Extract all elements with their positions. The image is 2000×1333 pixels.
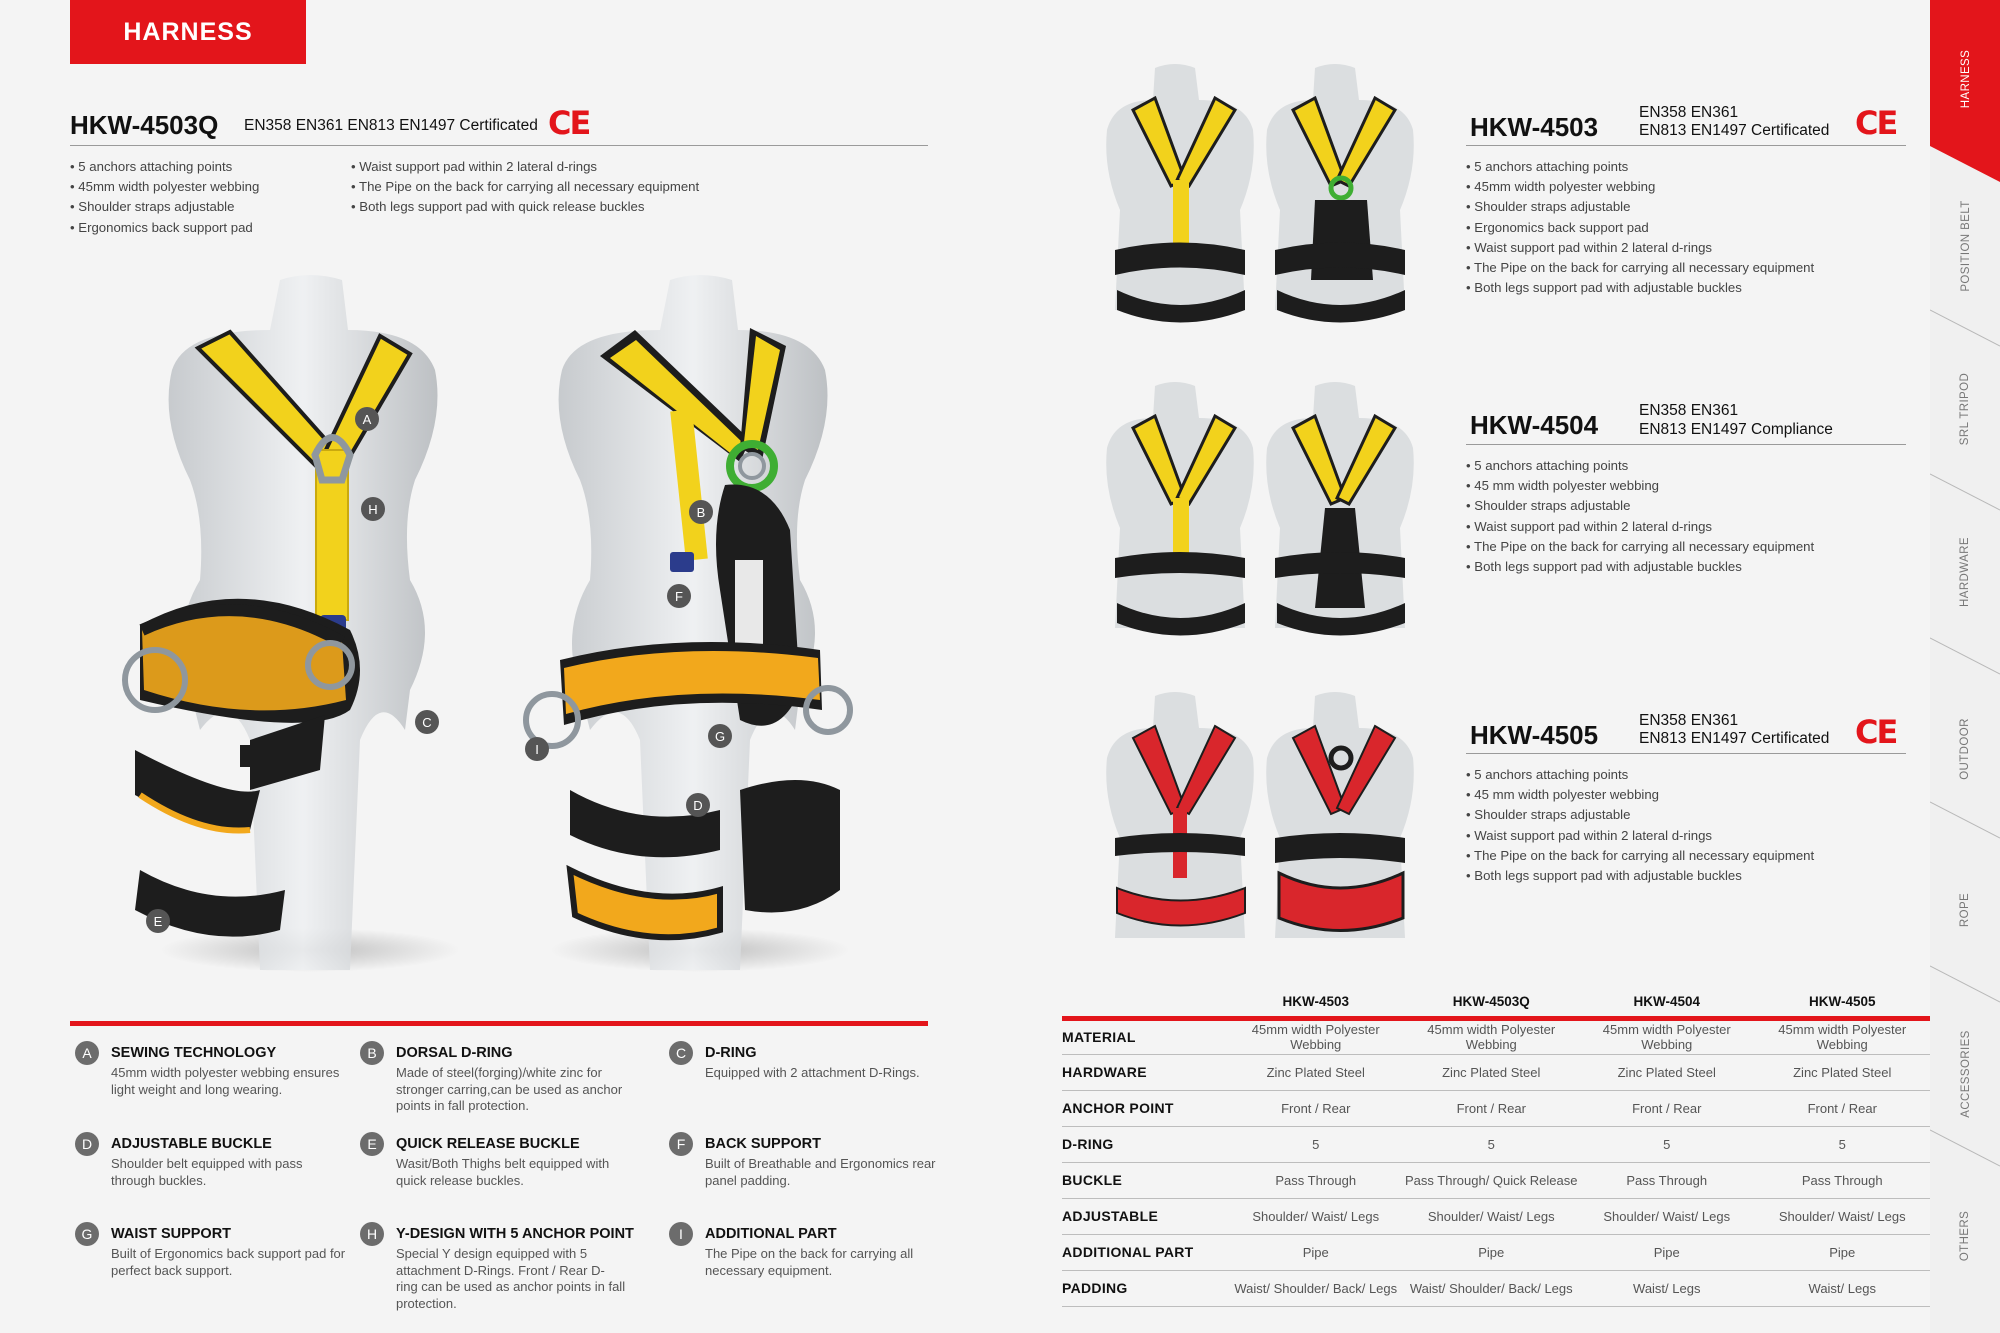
table-cell: Pass Through	[1228, 1162, 1404, 1198]
list-item: • Both legs support pad with adjustable buckles	[1466, 559, 1742, 575]
list-item: • 45mm width polyester webbing	[1466, 179, 1656, 195]
table-cell: Front / Rear	[1228, 1090, 1404, 1126]
feature-a	[75, 1041, 355, 1111]
feature-title: D-RING	[705, 1045, 757, 1061]
feature-desc: Special Y design equipped with 5 attachment D-Rings. Front / Rear D-ring can be used as anchor points in fall protection.	[396, 1246, 626, 1311]
callout-d: D	[686, 793, 710, 817]
table-cell: Front / Rear	[1755, 1090, 1931, 1126]
callout-h: H	[361, 497, 385, 521]
product-divider	[1466, 444, 1906, 445]
callout-f: F	[667, 584, 691, 608]
side-tab-harness[interactable]: HARNESS	[1960, 49, 1972, 109]
row-label: HARDWARE	[1062, 1054, 1228, 1090]
list-item: • The Pipe on the back for carrying all necessary equipment	[351, 179, 700, 195]
product-figure-hkw-4505	[1095, 688, 1415, 958]
ce-mark: CE	[1855, 104, 1897, 142]
list-item: • Shoulder straps adjustable	[70, 199, 235, 215]
feature-desc: Built of Breathable and Ergonomics rear panel padding.	[705, 1156, 936, 1188]
table-cell: Waist/ Legs	[1755, 1270, 1931, 1306]
list-item: • Both legs support pad with adjustable buckles	[1466, 280, 1742, 296]
row-label: ADDITIONAL PART	[1062, 1234, 1228, 1270]
feature-title: DORSAL D-RING	[396, 1045, 513, 1061]
table-cell: Pass Through	[1755, 1162, 1931, 1198]
table-cell: Zinc Plated Steel	[1579, 1054, 1755, 1090]
feature-h	[360, 1222, 640, 1312]
side-tab-others[interactable]: OTHERS	[1959, 1210, 1971, 1262]
feature-b	[360, 1041, 640, 1111]
row-label: ADJUSTABLE	[1062, 1198, 1228, 1234]
table-cell: Waist/ Legs	[1579, 1270, 1755, 1306]
row-label: D-RING	[1062, 1126, 1228, 1162]
side-tab-position-belt[interactable]: POSITION BELT	[1960, 200, 1972, 292]
feature-desc: Equipped with 2 attachment D-Rings.	[705, 1065, 920, 1080]
feature-letter: E	[360, 1132, 384, 1156]
product-bullets-hkw-4504	[1466, 456, 1926, 577]
list-item: • Waist support pad within 2 lateral d-rings	[1466, 518, 1713, 534]
row-label: PADDING	[1062, 1270, 1228, 1306]
table-cell: Pipe	[1228, 1234, 1404, 1270]
table-cell: 45mm width Polyester Webbing	[1228, 1018, 1404, 1054]
features-divider	[70, 1021, 928, 1026]
product-title: HKW-4504	[1470, 410, 1599, 440]
feature-title: Y-DESIGN WITH 5 ANCHOR POINT	[396, 1226, 634, 1242]
list-item: • 5 anchors attaching points	[1466, 159, 1629, 174]
feature-letter: B	[360, 1041, 384, 1065]
table-cell: 5	[1228, 1126, 1404, 1162]
list-item: • 45 mm width polyester webbing	[1466, 478, 1659, 494]
feature-i	[669, 1222, 949, 1292]
table-cell: 5	[1755, 1126, 1931, 1162]
list-item: • The Pipe on the back for carrying all necessary equipment	[1466, 538, 1815, 554]
feature-letter: C	[669, 1041, 693, 1065]
product-bullets-hkw-4503	[1466, 157, 1926, 298]
feature-desc: Shoulder belt equipped with pass through buckles.	[111, 1156, 303, 1188]
table-cell: Shoulder/ Waist/ Legs	[1228, 1198, 1404, 1234]
table-cell: Front / Rear	[1404, 1090, 1580, 1126]
list-item: • The Pipe on the back for carrying all necessary equipment	[1466, 260, 1815, 276]
column-header: HKW-4504	[1579, 988, 1755, 1018]
table-cell: Shoulder/ Waist/ Legs	[1404, 1198, 1580, 1234]
table-cell: Shoulder/ Waist/ Legs	[1579, 1198, 1755, 1234]
list-item: • Waist support pad within 2 lateral d-rings	[1466, 827, 1713, 843]
table-cell: 5	[1404, 1126, 1580, 1162]
feature-title: ADDITIONAL PART	[705, 1226, 837, 1242]
product-cert-line1: EN358 EN361	[1639, 402, 1739, 419]
feature-c	[669, 1041, 949, 1111]
table-header-row	[1062, 988, 1930, 1018]
ce-mark: CE	[548, 104, 590, 142]
side-tab-bar	[1930, 0, 2000, 1333]
feature-letter: F	[669, 1132, 693, 1156]
feature-letter: I	[669, 1222, 693, 1246]
column-header: HKW-4505	[1755, 988, 1931, 1018]
product-cert-line1: EN358 EN361	[1639, 712, 1739, 729]
feature-e	[360, 1132, 640, 1202]
list-item: • Shoulder straps adjustable	[1466, 498, 1631, 514]
feature-desc: Wasit/Both Thighs belt equipped with quick release buckles.	[396, 1156, 610, 1188]
product-title: HKW-4505	[1470, 720, 1599, 750]
table-cell: 45mm width Polyester Webbing	[1579, 1018, 1755, 1054]
list-item: • 5 anchors attaching points	[1466, 458, 1629, 473]
main-product-title: HKW-4503Q	[70, 110, 219, 140]
product-divider	[1466, 753, 1906, 754]
feature-letter: G	[75, 1222, 99, 1246]
side-tab-hardware[interactable]: HARDWARE	[1959, 537, 1971, 607]
list-item: • Ergonomics back support pad	[1466, 219, 1649, 235]
column-header	[1062, 988, 1228, 1018]
feature-letter: H	[360, 1222, 384, 1246]
product-cert-line2: EN813 EN1497 Certificated	[1639, 122, 1830, 139]
product-figure-hkw-4504	[1095, 378, 1415, 648]
product-cert-line2: EN813 EN1497 Compliance	[1639, 421, 1833, 438]
product-divider	[1466, 145, 1906, 146]
feature-title: SEWING TECHNOLOGY	[111, 1045, 277, 1061]
column-header: HKW-4503	[1228, 988, 1404, 1018]
section-tag: HARNESS	[70, 0, 306, 64]
table-cell: Zinc Plated Steel	[1404, 1054, 1580, 1090]
main-bullets-right	[351, 157, 771, 218]
product-bullets-hkw-4505	[1466, 765, 1926, 886]
list-item: • 5 anchors attaching points	[1466, 767, 1629, 782]
list-item: • Shoulder straps adjustable	[1466, 199, 1631, 215]
list-item: • 5 anchors attaching points	[70, 159, 233, 174]
side-tab-srl-tripod[interactable]: SRL TRIPOD	[1959, 372, 1971, 446]
table-cell: Front / Rear	[1579, 1090, 1755, 1126]
table-cell: Pass Through	[1579, 1162, 1755, 1198]
product-figure-hkw-4503	[1095, 60, 1415, 330]
list-item: • Shoulder straps adjustable	[1466, 807, 1631, 823]
product-cert-line2: EN813 EN1497 Certificated	[1639, 730, 1830, 747]
table-cell: Zinc Plated Steel	[1755, 1054, 1931, 1090]
product-title: HKW-4503	[1470, 112, 1599, 142]
callout-e: E	[146, 909, 170, 933]
feature-title: ADJUSTABLE BUCKLE	[111, 1136, 272, 1152]
feature-desc: Built of Ergonomics back support pad for perfect back support.	[111, 1246, 346, 1278]
feature-g	[75, 1222, 355, 1292]
list-item: • Waist support pad within 2 lateral d-rings	[1466, 239, 1713, 255]
list-item: • 45 mm width polyester webbing	[1466, 787, 1659, 803]
side-tab-outdoor[interactable]: OUTDOOR	[1959, 718, 1971, 780]
table-cell: Shoulder/ Waist/ Legs	[1755, 1198, 1931, 1234]
callout-a: A	[355, 407, 379, 431]
callout-b: B	[689, 500, 713, 524]
feature-letter: A	[75, 1041, 99, 1065]
ce-mark: CE	[1855, 713, 1897, 751]
feature-desc: Made of steel(forging)/white zinc for stronger carring,can be used as anchor points in fall protection.	[396, 1065, 623, 1113]
feature-title: QUICK RELEASE BUCKLE	[396, 1136, 580, 1152]
table-cell: Pass Through/ Quick Release	[1404, 1162, 1580, 1198]
list-item: • 45mm width polyester webbing	[70, 179, 260, 195]
main-bullets-left	[70, 157, 330, 238]
rear-harness-mannequin	[526, 275, 850, 972]
feature-letter: D	[75, 1132, 99, 1156]
list-item: • Both legs support pad with quick release buckles	[351, 199, 645, 215]
callout-c: C	[415, 710, 439, 734]
table-row	[1062, 1270, 1930, 1306]
feature-f	[669, 1132, 949, 1202]
table-row	[1062, 1198, 1930, 1234]
table-cell: Waist/ Shoulder/ Back/ Legs	[1404, 1270, 1580, 1306]
feature-desc: 45mm width polyester webbing ensures light weight and long wearing.	[111, 1065, 340, 1097]
table-row	[1062, 1126, 1930, 1162]
table-row	[1062, 1162, 1930, 1198]
spec-table	[1062, 988, 1930, 1307]
list-item: • Both legs support pad with adjustable buckles	[1466, 868, 1742, 884]
front-harness-mannequin	[125, 275, 460, 972]
column-header: HKW-4503Q	[1404, 988, 1580, 1018]
table-row	[1062, 1234, 1930, 1270]
title-divider	[70, 145, 928, 146]
table-cell: 45mm width Polyester Webbing	[1404, 1018, 1580, 1054]
side-tab-rope[interactable]: ROPE	[1959, 892, 1971, 928]
table-row	[1062, 1090, 1930, 1126]
main-product-certification: EN358 EN361 EN813 EN1497 Certificated	[244, 117, 538, 134]
row-label: BUCKLE	[1062, 1162, 1228, 1198]
side-tab-accessories[interactable]: ACCESSORIES	[1960, 1030, 1972, 1118]
feature-title: BACK SUPPORT	[705, 1136, 822, 1152]
list-item: • Waist support pad within 2 lateral d-rings	[351, 159, 598, 174]
feature-title: WAIST SUPPORT	[111, 1226, 232, 1242]
table-cell: Pipe	[1404, 1234, 1580, 1270]
table-cell: 45mm width Polyester Webbing	[1755, 1018, 1931, 1054]
list-item: • Ergonomics back support pad	[70, 219, 253, 235]
table-cell: Pipe	[1755, 1234, 1931, 1270]
row-label: MATERIAL	[1062, 1018, 1228, 1054]
table-cell: Pipe	[1579, 1234, 1755, 1270]
table-cell: Waist/ Shoulder/ Back/ Legs	[1228, 1270, 1404, 1306]
product-cert-line1: EN358 EN361	[1639, 104, 1739, 121]
feature-d	[75, 1132, 355, 1202]
table-cell: Zinc Plated Steel	[1228, 1054, 1404, 1090]
table-cell: 5	[1579, 1126, 1755, 1162]
feature-desc: The Pipe on the back for carrying all necessary equipment.	[705, 1246, 914, 1278]
callout-g: G	[708, 724, 732, 748]
list-item: • The Pipe on the back for carrying all necessary equipment	[1466, 847, 1815, 863]
main-product-figure	[80, 270, 940, 990]
callout-i: I	[525, 737, 549, 761]
table-row	[1062, 1054, 1930, 1090]
table-row	[1062, 1018, 1930, 1054]
row-label: ANCHOR POINT	[1062, 1090, 1228, 1126]
